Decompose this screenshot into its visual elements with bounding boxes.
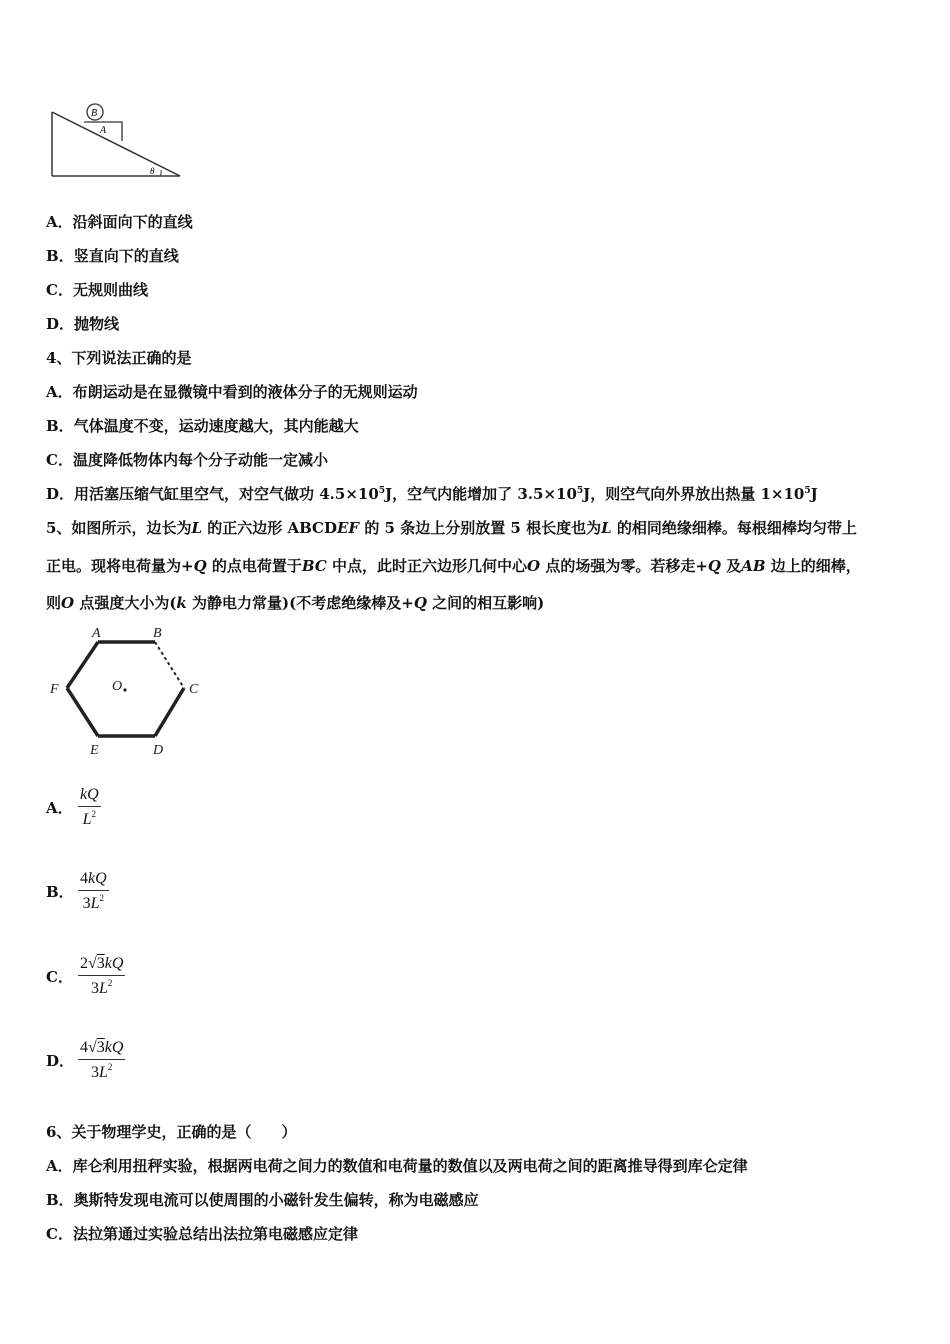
hexagon-figure	[45, 620, 215, 760]
q3-option-c: C．无规则曲线	[46, 281, 148, 299]
center-dot	[123, 688, 126, 691]
vertex-c-label: C	[189, 682, 199, 697]
q6-option-b: B．奥斯特发现电流可以使周围的小磁针发生偏转，称为电磁感应	[46, 1191, 479, 1209]
incline-figure	[40, 95, 190, 185]
vertex-e-label: E	[90, 743, 99, 758]
q5-option-a: A． $\frac{kQ}{L^2}$	[46, 786, 99, 828]
edge-ef	[67, 688, 98, 736]
vertex-d-label: D	[153, 743, 164, 758]
block-label: A	[100, 125, 107, 136]
vertex-f-label: F	[50, 682, 59, 697]
q4-option-b: B．气体温度不变，运动速度越大，其内能越大	[46, 417, 359, 435]
edge-cd	[155, 688, 184, 736]
q4-option-a: A．布朗运动是在显微镜中看到的液体分子的无规则运动	[46, 383, 418, 401]
q6-option-c: C．法拉第通过实验总结出法拉第电磁感应定律	[46, 1225, 358, 1243]
fraction-d: $\frac{4√3kQ}{3L^2}$	[80, 1039, 124, 1081]
q4-option-d: D．用活塞压缩气缸里空气，对空气做功 $4.5\times 10^5J$，空气内能增加了 $3.5\times 10^5J$，则空气向外界放出热量 $1\times 10^5J$	[46, 485, 818, 503]
edge-fa	[67, 642, 98, 688]
angle-arc	[160, 170, 161, 176]
q4-option-c: C．温度降低物体内每个分子动能一定减小	[46, 451, 328, 469]
q6-option-a: A．库仑利用扭秤实验，根据两电荷之间力的数值和电荷量的数值以及两电荷之间的距离推导得到库仑定律	[46, 1157, 748, 1175]
q3-option-d: D．抛物线	[46, 315, 120, 333]
ball-label: B	[91, 108, 98, 119]
fraction-c: $\frac{2√3kQ}{3L^2}$	[80, 955, 124, 997]
angle-label: θ	[150, 166, 155, 176]
q5-option-b: B． $\frac{4kQ}{3L^2}$	[46, 870, 107, 912]
center-label: O	[112, 679, 123, 694]
vertex-b-label: B	[153, 626, 162, 641]
edge-bc	[155, 642, 184, 688]
q5-stem-line3: 则O 点强度大小为(k 为静电力常量)(不考虑绝缘棒及+Q 之间的相互影响)	[46, 594, 545, 612]
vertex-a-label: A	[92, 626, 101, 641]
q5-option-c: C． $\frac{2√3kQ}{3L^2}$	[46, 955, 124, 997]
q3-option-a: A．沿斜面向下的直线	[46, 213, 193, 231]
q5-stem-line2: 正电。现将电荷量为+Q 的点电荷置于BC 中点，此时正六边形几何中心O 点的场强为零。若移走+Q 及AB 边上的细棒，	[46, 557, 861, 575]
q5-stem-line1: 5、如图所示，边长为L 的正六边形 ABCDEF 的 5 条边上分别放置 5 根长度也为L 的相同绝缘细棒。每根细棒均匀带上	[46, 519, 857, 537]
q6-stem: 6、关于物理学史，正确的是（ ）	[46, 1123, 297, 1141]
q4-stem: 4、下列说法正确的是	[46, 349, 192, 367]
fraction-b: $\frac{4kQ}{3L^2}$	[80, 870, 107, 912]
q5-option-d: D． $\frac{4√3kQ}{3L^2}$	[46, 1039, 124, 1081]
q3-option-b: B．竖直向下的直线	[46, 247, 179, 265]
fraction-a: $\frac{kQ}{L^2}$	[80, 786, 99, 828]
